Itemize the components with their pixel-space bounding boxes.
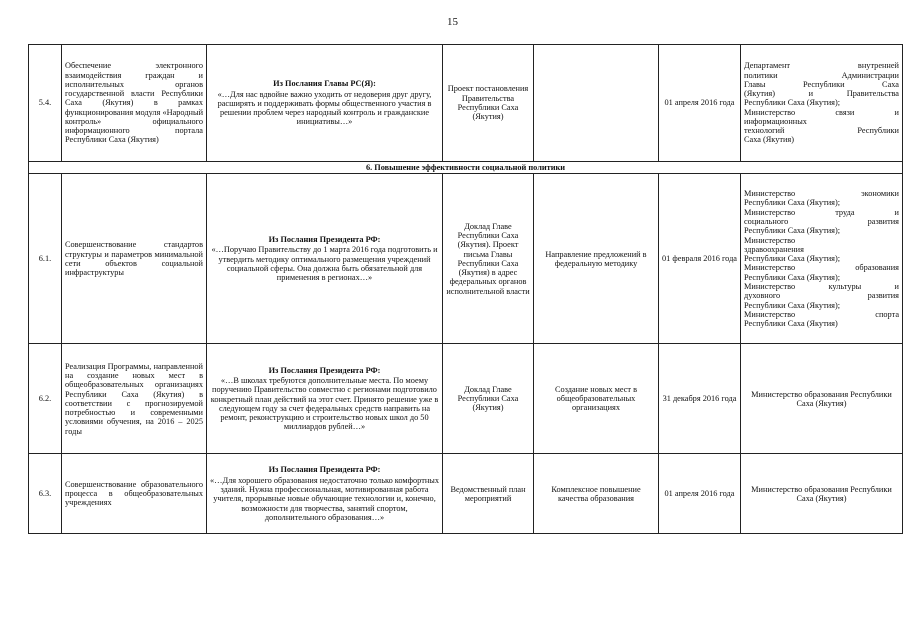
responsible-line: технологий Республики [744,126,899,136]
responsible-line: здравоохранения [744,244,804,254]
message-source: Из Послания Главы РС(Я): [273,79,376,89]
expected-result: Создание новых мест в общеобразовательных организациях [534,344,659,454]
responsible-line: (Якутия) и Правительства [744,89,899,99]
table-row [29,45,903,162]
responsible-line: Министерство культуры и [744,281,899,291]
table-row [29,454,903,534]
responsible-line: информационных [744,116,807,126]
message-source: Из Послания Президента РФ: [268,465,381,475]
item-name: Совершенствование стандартов структуры и параметров минимальной сети объектов социальной инфраструктуры [62,174,207,344]
responsible-bodies [741,45,903,162]
responsible-line: Министерство связи и [744,107,899,117]
item-name: Реализация Программы, направленной на создание новых мест в общеобразовательных организациях Республики Саха (Якутия) в соответствии с прогнозируемой потребностью и современными условиями обучения, на 2016 – 2025 годы [62,344,207,454]
responsible-line: Министерство труда и [744,207,899,217]
section-title: 6. Повышение эффективности социальной политики [29,162,903,174]
item-number: 6.3. [29,454,62,534]
section-row [29,162,903,174]
result-form: Проект постановления Правительства Республики Саха (Якутия) [443,45,534,162]
message-text: «…Поручаю Правительству до 1 марта 2016 года подготовить и утвердить методику оптимального размещения учреждений социальной сферы. Она должна быть обязательной для применения в регионах…» [211,245,438,283]
message-quote [207,454,443,534]
responsible-line: Республики Саха (Якутия) [744,319,838,329]
action-plan-table [28,44,903,534]
responsible-bodies: Министерство образования Республики Саха (Якутия) [741,454,903,534]
message-source: Из Послания Президента РФ: [268,365,381,375]
message-quote [207,174,443,344]
message-text: «…Для хорошего образования недостаточно только комфортных зданий. Нужна профессиональная, мотивированная работа учителя, прорывные новые обучающие технологии и, конечно, возможности для творчества, занятий спортом, дополнительного образования…» [210,475,440,522]
responsible-line: Республики Саха (Якутия); [744,198,841,208]
responsible-line: Департамент внутренней [744,61,899,71]
expected-result [534,45,659,162]
deadline: 31 декабря 2016 года [659,344,741,454]
expected-result: Комплексное повышение качества образования [534,454,659,534]
responsible-bodies [741,174,903,344]
responsible-line: политики Администрации [744,70,899,80]
message-quote [207,344,443,454]
item-name: Совершенствование образовательного процесса в общеобразовательных учреждениях [62,454,207,534]
responsible-line: Республики Саха (Якутия); [744,254,841,264]
responsible-line: Республики Саха (Якутия); [744,300,841,310]
responsible-line: Республики Саха (Якутия); [744,272,841,282]
deadline: 01 апреля 2016 года [659,45,741,162]
responsible-line: Министерство образования [744,263,899,273]
result-form: Ведомственный план мероприятий [443,454,534,534]
responsible-line: Министерство экономики [744,189,899,199]
responsible-line: Саха (Якутия) [744,135,795,145]
responsible-line: Главы Республики Саха [744,79,899,89]
item-number: 6.1. [29,174,62,344]
message-text: «…В школах требуются дополнительные места. По моему поручению Правительство совместно с регионами подготовило конкретный план действий на этот счет. Принято решение уже в следующем году за счет федеральных средств направить на ремонт, реконструкцию и строительство новых школ до 50 миллиардов рублей…» [210,376,439,432]
table-row [29,174,903,344]
responsible-line: социального развития [744,217,899,227]
item-number: 5.4. [29,45,62,162]
responsible-line: Республики Саха (Якутия); [744,226,841,236]
deadline: 01 апреля 2016 года [659,454,741,534]
item-name: Обеспечение электронного взаимодействия граждан и исполнительных органов государственной власти Республики Саха (Якутия) в рамках функционирования модуля «Народный контроль» официального информационного портала Республики Саха (Якутия) [62,45,207,162]
expected-result: Направление предложений в федеральную методику [534,174,659,344]
message-source: Из Послания Президента РФ: [268,235,381,245]
table-row [29,344,903,454]
responsible-line: Республики Саха (Якутия); [744,98,841,108]
deadline: 01 февраля 2016 года [659,174,741,344]
responsible-bodies: Министерство образования Республики Саха (Якутия) [741,344,903,454]
message-text: «…Для нас вдвойне важно уходить от недоверия друг другу, расширять и поддерживать формы общественного участия в решении проблем через народный контроль и гражданские инициативы…» [217,89,432,127]
responsible-line: Министерство спорта [744,309,899,319]
result-form: Доклад Главе Республики Саха (Якутия) [443,344,534,454]
responsible-line: Министерство [744,235,796,245]
item-number: 6.2. [29,344,62,454]
page-number: 15 [447,16,458,28]
message-quote [207,45,443,162]
responsible-line: духовного развития [744,291,899,301]
result-form: Доклад Главе Республики Саха (Якутия). Проект письма Главы Республики Саха (Якутия) в адрес федеральных органов исполнительной власти [443,174,534,344]
